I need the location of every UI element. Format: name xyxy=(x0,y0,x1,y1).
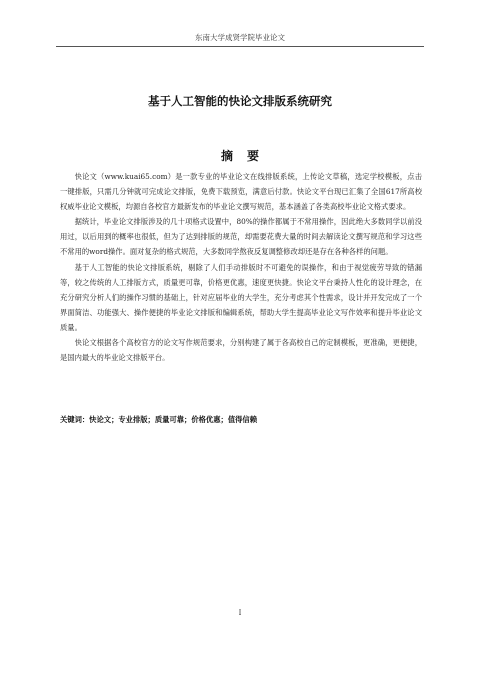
paper-title: 基于人工智能的快论文排版系统研究 xyxy=(148,94,332,108)
abstract-paragraph-1: 快论文（www.kuai65.com）是一款专业的毕业论文在线排版系统，上传论文草稿，选定学校模板，点击一键排版，只需几分钟就可完成论文排版，免费下载预览，满意后付款。快论文平台现已汇集了全国617所高校权威毕业论文模板，均源自各校官方最新发布的毕业论文撰写规范，基本涵盖了各类高校毕业论文格式要求。 xyxy=(60,172,422,212)
running-header: 东南大学成贤学院毕业论文 xyxy=(56,32,424,47)
abstract-paragraph-3: 基于人工智能的快论文排版系统，剔除了人们手动排版时不可避免的误操作，和由于视觉疲劳导致的错漏等，较之传统的人工排版方式，质量更可靠，价格更优惠，速度更快捷。快论文平台秉持人性化的设计理念，在充分研究分析人们的操作习惯的基础上，针对应届毕业的大学生，充分考虑其个性需求，设计并开发完成了一个界面简洁、功能强大、操作便捷的毕业论文排版和编辑系统，帮助大学生提高毕业论文写作效率和提升毕业论文质量。 xyxy=(60,262,422,332)
abstract-body xyxy=(60,169,422,365)
abstract-heading: 摘要 xyxy=(220,149,273,163)
keywords-line: 关键词：快论文；专业排版；质量可靠；价格优惠；值得信赖 xyxy=(60,415,258,424)
abstract-paragraph-2: 据统计，毕业论文排版涉及的几十项格式设置中，80%的操作都属于不常用操作，因此绝大多数同学以前没用过，以后用到的概率也很低，但为了达到排版的规范，却需要花费大量的时间去解读论文撰写规范和学习这些不常用的word操作。面对复杂的格式规范，大多数同学熬夜反复调整修改却还是存在各种各样的问题。 xyxy=(60,217,422,257)
page-number: I xyxy=(238,609,242,617)
abstract-paragraph-4: 快论文根据各个高校官方的论文写作规范要求，分别构建了属于各高校自己的定制模板，更准确，更便捷，是国内最大的毕业论文排版平台。 xyxy=(60,338,422,363)
